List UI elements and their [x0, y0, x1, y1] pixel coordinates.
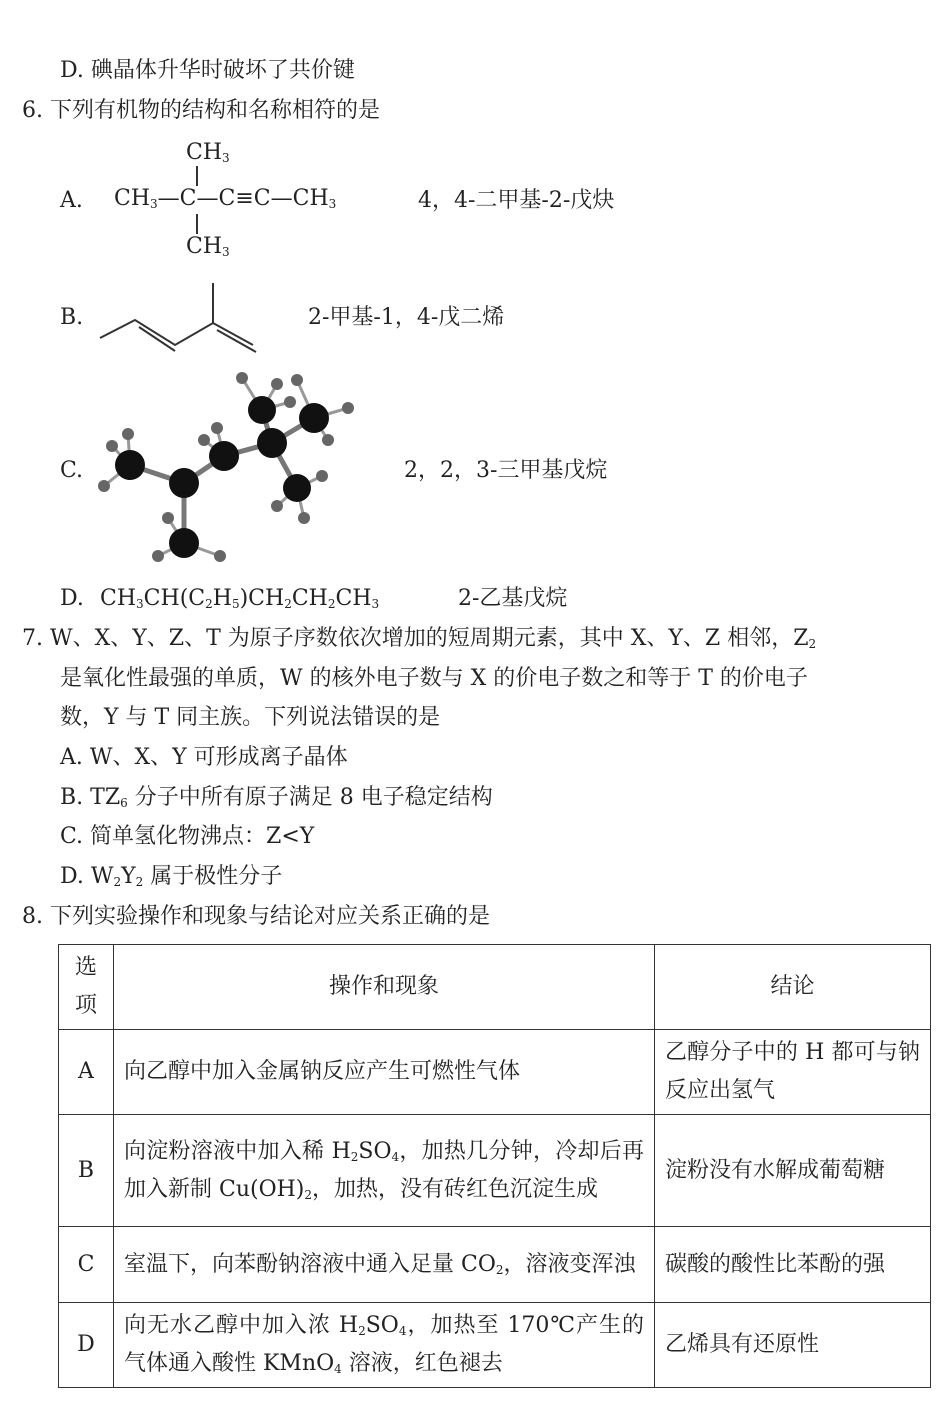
q6-a-top-ch3: $CH_3$: [186, 140, 230, 165]
q6-a-name: 4，4-二甲基-2-戊炔: [418, 188, 615, 213]
q7-option-d: D. $W_2Y_2$ 属于极性分子: [60, 864, 283, 889]
header-conclusion: 结论: [655, 945, 931, 1030]
table-row: [59, 1227, 931, 1303]
table-header-row: [59, 945, 931, 1030]
row-d-operation: 向无水乙醇中加入浓 $H_2SO_4$，加热至 170℃产生的气体通入酸性 KMnO$_4$ 溶液，红色褪去: [114, 1303, 655, 1388]
q6-a-bottom-ch3: $CH_3$: [186, 234, 230, 259]
q6-d-name: 2-乙基戊烷: [458, 586, 568, 611]
q6-b-name: 2-甲基-1，4-戊二烯: [308, 305, 505, 330]
table-row: [59, 1303, 931, 1388]
row-d-option: D: [59, 1303, 114, 1388]
q8-stem: 8. 下列实验操作和现象与结论对应关系正确的是: [22, 904, 490, 929]
row-c-option: C: [59, 1227, 114, 1303]
row-a-operation: 向乙醇中加入金属钠反应产生可燃性气体: [114, 1030, 655, 1115]
row-c-conclusion: 碳酸的酸性比苯酚的强: [655, 1227, 931, 1303]
q6-a-bottom-bond: [196, 214, 198, 234]
q7-option-c: C. 简单氢化物沸点：Z<Y: [60, 824, 315, 849]
q6-a-main-chain: $CH_3—C—C\equiv C—CH_3$: [114, 186, 337, 211]
table-row: [59, 1115, 931, 1227]
header-operation: 操作和现象: [114, 945, 655, 1030]
q6-b-label: B.: [60, 305, 84, 330]
q6-c-label: C.: [60, 458, 84, 483]
q7-line2: 是氧化性最强的单质，W 的核外电子数与 X 的价电子数之和等于 T 的价电子: [60, 666, 808, 691]
q6-c-ball-stick-model: [92, 368, 362, 568]
q7-option-b: B. $TZ_6$ 分子中所有原子满足 8 电子稳定结构: [60, 785, 493, 810]
q6-b-skeletal-structure: [95, 275, 270, 365]
q6-d-formula: $CH_3CH(C_2H_5)CH_2CH_2CH_3$: [100, 586, 380, 611]
q6-a-formula: [110, 136, 370, 266]
q7-line3: 数，Y 与 T 同主族。下列说法错误的是: [60, 705, 441, 730]
row-d-conclusion: 乙烯具有还原性: [655, 1303, 931, 1388]
q6-a-label: A.: [60, 188, 83, 213]
row-b-conclusion: 淀粉没有水解成葡萄糖: [655, 1115, 931, 1227]
q7-option-a: A. W、X、Y 可形成离子晶体: [60, 745, 348, 770]
q7-line1: 7. W、X、Y、Z、T 为原子序数依次增加的短周期元素，其中 X、Y、Z 相邻，$Z_2$: [22, 626, 817, 651]
q6-a-top-bond: [196, 166, 198, 186]
q6-stem: 6. 下列有机物的结构和名称相符的是: [22, 98, 380, 123]
q6-c-name: 2，2，3-三甲基戊烷: [404, 458, 608, 483]
row-a-option: A: [59, 1030, 114, 1115]
table-row: [59, 1030, 931, 1115]
row-b-option: B: [59, 1115, 114, 1227]
row-c-operation: 室温下，向苯酚钠溶液中通入足量 $CO_2$，溶液变浑浊: [114, 1227, 655, 1303]
row-b-operation: 向淀粉溶液中加入稀 $H_2SO_4$，加热几分钟，冷却后再加入新制 $Cu(OH)_2$，加热，没有砖红色沉淀生成: [114, 1115, 655, 1227]
q8-table: [58, 944, 931, 1388]
row-a-conclusion: 乙醇分子中的 H 都可与钠反应出氢气: [655, 1030, 931, 1115]
q6-d-label: D.: [60, 586, 84, 611]
header-option: 选项: [59, 945, 114, 1030]
q5-option-d: D. 碘晶体升华时破坏了共价键: [60, 58, 355, 83]
